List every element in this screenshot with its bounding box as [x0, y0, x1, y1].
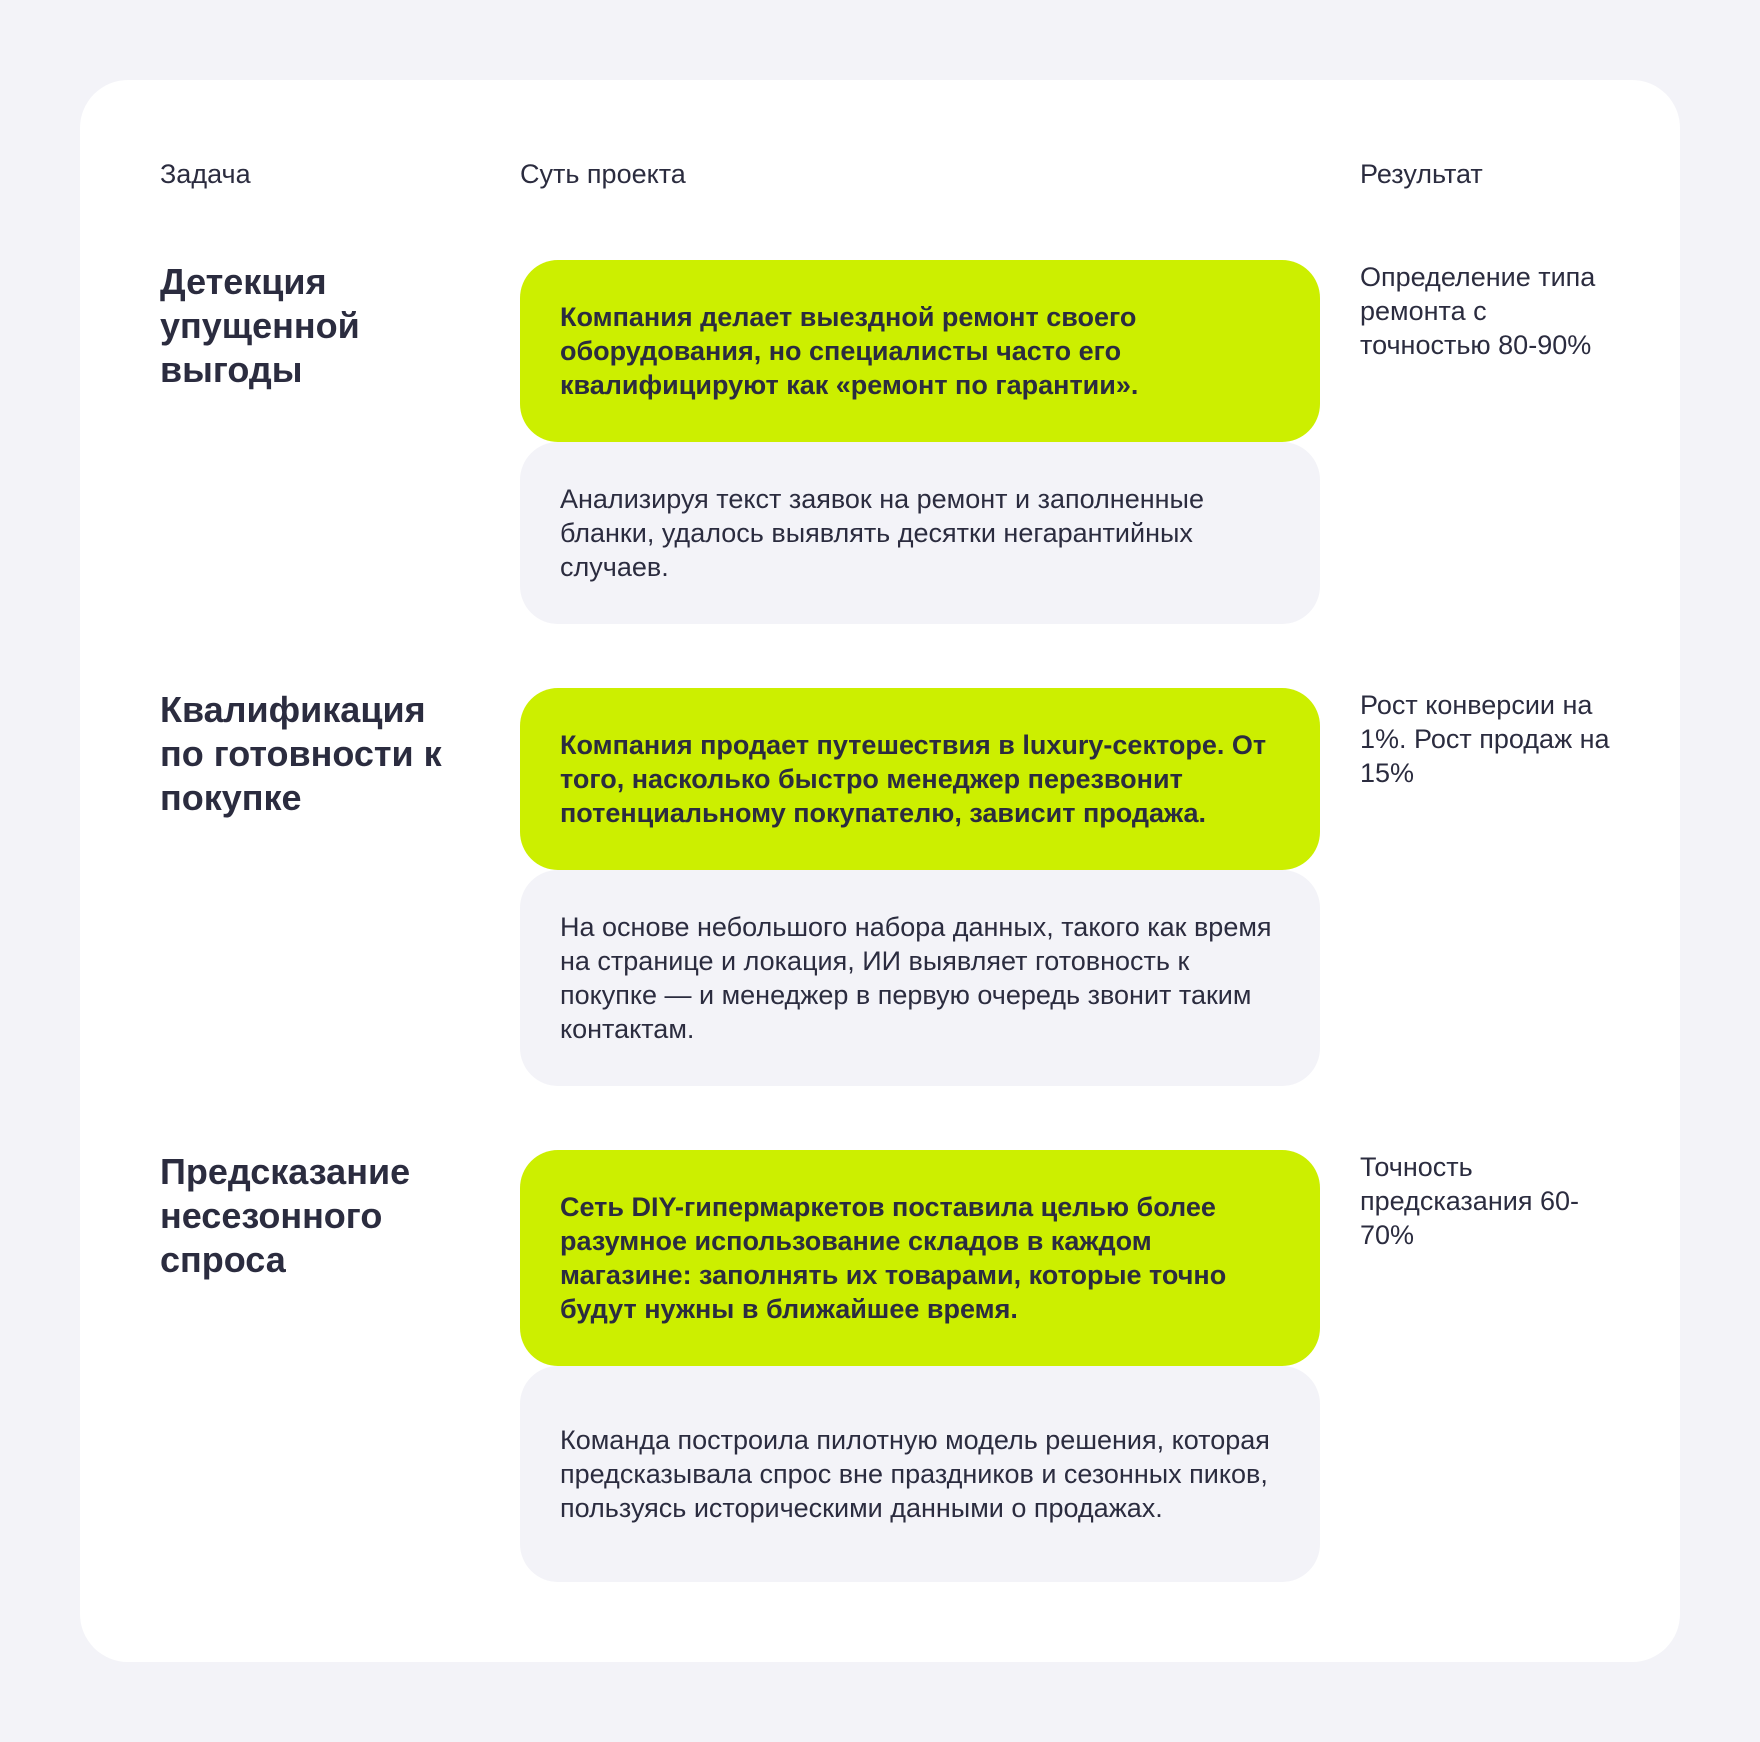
- row-2-problem-text: Компания продает путешествия в luxury-секторе. От того, насколько быстро менеджер перезвонит потенциальному покупателю, зависит продажа.: [560, 730, 1267, 828]
- row-1-solution-box: [520, 442, 1320, 624]
- header-essence: Суть проекта: [520, 159, 686, 189]
- row-1-result: Определение типа ремонта с точностью 80-90%: [1360, 262, 1596, 360]
- row-3-solution-text: Команда построила пилотную модель решения, которая предсказывала спрос вне праздников и сезонных пиков, пользуясь историческими данными о продажах.: [560, 1425, 1270, 1523]
- row-1-solution-text: Анализируя текст заявок на ремонт и заполненные бланки, удалось выявлять десятки негарантийных случаев.: [560, 484, 1204, 582]
- row-3-problem-box: [520, 1150, 1320, 1366]
- row-1-task-title: Детекция упущенной выгоды: [160, 261, 360, 390]
- row-1-problem-box: [520, 260, 1320, 442]
- header-task: Задача: [160, 159, 251, 189]
- row-3-problem-text: Сеть DIY-гипермаркетов поставила целью более разумное использование складов в каждом магазине: заполнять их товарами, которые точно будут нужны в ближайшее время.: [560, 1192, 1227, 1324]
- row-3-solution-box: [520, 1366, 1320, 1582]
- row-2-problem-box: [520, 688, 1320, 870]
- header-result: Результат: [1360, 159, 1483, 189]
- row-1-problem-text: Компания делает выездной ремонт своего оборудования, но специалисты часто его квалифицируют как «ремонт по гарантии».: [560, 302, 1139, 400]
- row-2-solution-text: На основе небольшого набора данных, такого как время на странице и локация, ИИ выявляет готовность к покупке — и менеджер в первую очередь звонит таким контактам.: [560, 912, 1272, 1044]
- row-2-result: Рост конверсии на 1%. Рост продаж на 15%: [1360, 690, 1610, 788]
- row-2-solution-box: [520, 870, 1320, 1086]
- content-card: [80, 80, 1680, 1662]
- row-2-task-title: Квалификация по готовности к покупке: [160, 689, 442, 818]
- row-3-result: Точность предсказания 60-70%: [1360, 1152, 1579, 1250]
- row-3-task-title: Предсказание несезонного спроса: [160, 1151, 411, 1280]
